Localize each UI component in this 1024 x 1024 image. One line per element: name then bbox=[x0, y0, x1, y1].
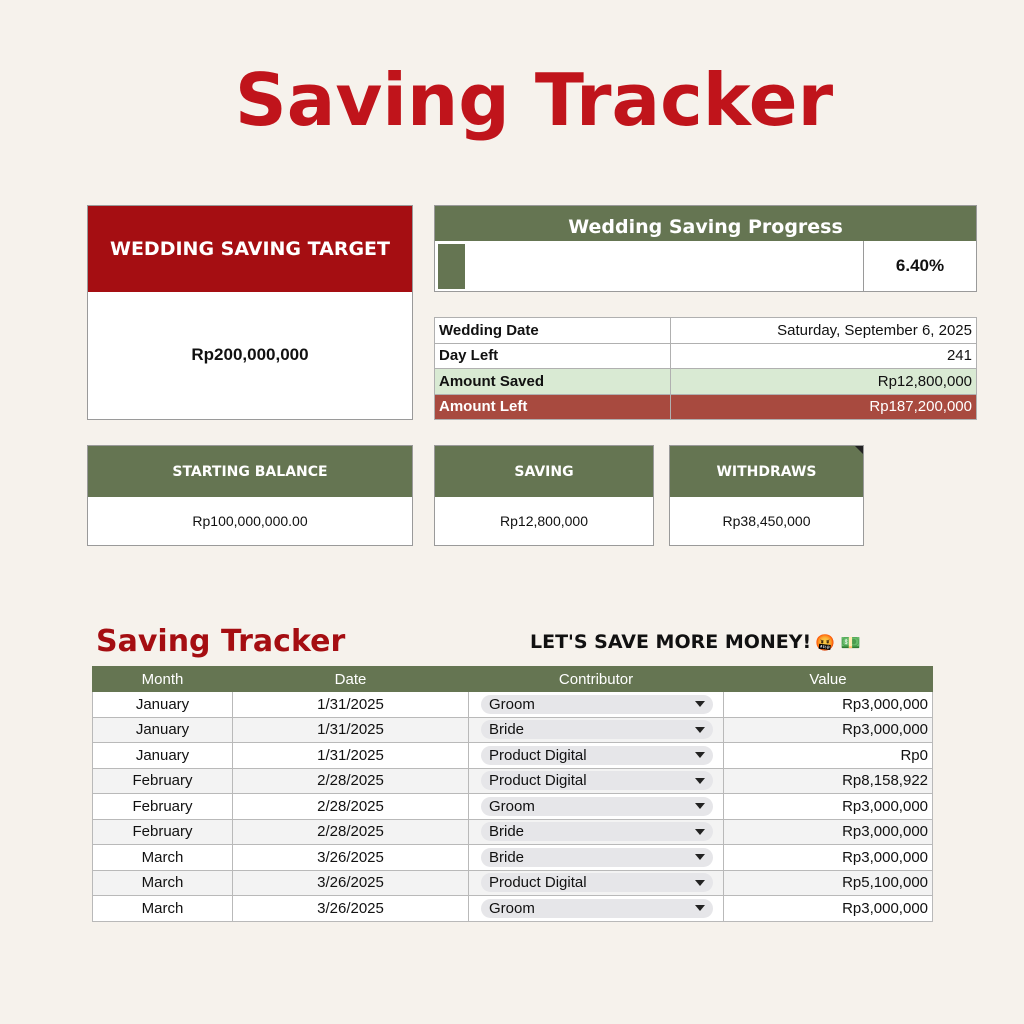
amount-saved-value[interactable]: Rp12,800,000 bbox=[671, 369, 977, 395]
month-cell[interactable]: March bbox=[93, 870, 233, 896]
table-row bbox=[93, 768, 933, 794]
withdraws-label: WITHDRAWS bbox=[670, 446, 863, 497]
table-row bbox=[93, 692, 933, 718]
contributor-value: Product Digital bbox=[489, 772, 587, 790]
contributor-dropdown[interactable] bbox=[481, 848, 713, 867]
saving-progress-card bbox=[434, 205, 977, 292]
info-row-day-left bbox=[435, 343, 977, 369]
value-cell[interactable]: Rp0 bbox=[724, 743, 933, 769]
wedding-target-card bbox=[87, 205, 413, 420]
wedding-date-value[interactable]: Saturday, September 6, 2025 bbox=[671, 318, 977, 344]
contributor-dropdown[interactable] bbox=[481, 873, 713, 892]
contributor-header: Contributor bbox=[469, 667, 724, 692]
contributor-cell[interactable] bbox=[469, 692, 724, 718]
value-cell[interactable]: Rp8,158,922 bbox=[724, 768, 933, 794]
dropdown-arrow-icon[interactable] bbox=[695, 803, 705, 809]
month-cell[interactable]: January bbox=[93, 717, 233, 743]
amount-left-label: Amount Left bbox=[435, 394, 671, 420]
saving-tracker-table bbox=[92, 666, 933, 922]
value-cell[interactable]: Rp3,000,000 bbox=[724, 845, 933, 871]
contributor-cell[interactable] bbox=[469, 870, 724, 896]
contributor-dropdown[interactable] bbox=[481, 822, 713, 841]
note-corner-icon[interactable] bbox=[855, 446, 863, 454]
value-cell[interactable]: Rp3,000,000 bbox=[724, 692, 933, 718]
contributor-value: Product Digital bbox=[489, 874, 587, 892]
starting-balance-label: STARTING BALANCE bbox=[88, 446, 412, 497]
contributor-dropdown[interactable] bbox=[481, 797, 713, 816]
contributor-cell[interactable] bbox=[469, 794, 724, 820]
month-cell[interactable]: February bbox=[93, 794, 233, 820]
month-cell[interactable]: February bbox=[93, 819, 233, 845]
saving-value[interactable]: Rp12,800,000 bbox=[500, 513, 588, 529]
date-cell[interactable]: 1/31/2025 bbox=[233, 692, 469, 718]
table-header-row bbox=[93, 667, 933, 692]
date-cell[interactable]: 3/26/2025 bbox=[233, 870, 469, 896]
info-row-date bbox=[435, 318, 977, 344]
table-row bbox=[93, 717, 933, 743]
value-cell[interactable]: Rp3,000,000 bbox=[724, 896, 933, 922]
contributor-value: Groom bbox=[489, 797, 535, 815]
dropdown-arrow-icon[interactable] bbox=[695, 752, 705, 758]
tagline bbox=[530, 631, 861, 653]
dropdown-arrow-icon[interactable] bbox=[695, 778, 705, 784]
month-cell[interactable]: January bbox=[93, 743, 233, 769]
date-cell[interactable]: 2/28/2025 bbox=[233, 794, 469, 820]
dropdown-arrow-icon[interactable] bbox=[695, 829, 705, 835]
table-row bbox=[93, 819, 933, 845]
contributor-value: Groom bbox=[489, 695, 535, 713]
date-header: Date bbox=[233, 667, 469, 692]
value-cell[interactable]: Rp3,000,000 bbox=[724, 819, 933, 845]
withdraws-card bbox=[669, 445, 864, 546]
month-cell[interactable]: March bbox=[93, 896, 233, 922]
dropdown-arrow-icon[interactable] bbox=[695, 854, 705, 860]
target-value[interactable]: Rp200,000,000 bbox=[191, 344, 309, 364]
saving-card bbox=[434, 445, 654, 546]
day-left-value[interactable]: 241 bbox=[671, 343, 977, 369]
starting-balance-value[interactable]: Rp100,000,000.00 bbox=[192, 513, 308, 529]
value-cell[interactable]: Rp5,100,000 bbox=[724, 870, 933, 896]
contributor-dropdown[interactable] bbox=[481, 746, 713, 765]
withdraws-value[interactable]: Rp38,450,000 bbox=[722, 513, 811, 529]
contributor-value: Groom bbox=[489, 899, 535, 917]
progress-bar-fill bbox=[438, 244, 465, 289]
progress-bar bbox=[435, 241, 864, 291]
info-row-saved bbox=[435, 369, 977, 395]
contributor-value: Bride bbox=[489, 823, 525, 841]
table-row bbox=[93, 845, 933, 871]
day-left-label: Day Left bbox=[435, 343, 671, 369]
dropdown-arrow-icon[interactable] bbox=[695, 701, 705, 707]
contributor-value: Bride bbox=[489, 721, 525, 739]
contributor-cell[interactable] bbox=[469, 845, 724, 871]
month-header: Month bbox=[93, 667, 233, 692]
month-cell[interactable]: March bbox=[93, 845, 233, 871]
dropdown-arrow-icon[interactable] bbox=[695, 880, 705, 886]
tagline-emoji: 🤬 💵 bbox=[815, 633, 861, 652]
page-title: Saving Tracker bbox=[234, 58, 834, 142]
table-row bbox=[93, 743, 933, 769]
contributor-dropdown[interactable] bbox=[481, 771, 713, 790]
dropdown-arrow-icon[interactable] bbox=[695, 905, 705, 911]
tracker-title: Saving Tracker bbox=[96, 624, 346, 659]
value-header: Value bbox=[724, 667, 933, 692]
date-cell[interactable]: 1/31/2025 bbox=[233, 717, 469, 743]
wedding-date-label: Wedding Date bbox=[435, 318, 671, 344]
wedding-info-table bbox=[434, 317, 977, 420]
target-label: WEDDING SAVING TARGET bbox=[88, 206, 412, 292]
contributor-value: Product Digital bbox=[489, 746, 587, 764]
starting-balance-card bbox=[87, 445, 413, 546]
tagline-text: LET'S SAVE MORE MONEY! bbox=[530, 631, 812, 653]
contributor-cell[interactable] bbox=[469, 717, 724, 743]
month-cell[interactable]: January bbox=[93, 692, 233, 718]
contributor-cell[interactable] bbox=[469, 743, 724, 769]
date-cell[interactable]: 3/26/2025 bbox=[233, 896, 469, 922]
contributor-value: Bride bbox=[489, 848, 525, 866]
dropdown-arrow-icon[interactable] bbox=[695, 727, 705, 733]
date-cell[interactable]: 1/31/2025 bbox=[233, 743, 469, 769]
amount-left-value[interactable]: Rp187,200,000 bbox=[671, 394, 977, 420]
progress-label: Wedding Saving Progress bbox=[435, 206, 976, 241]
table-row bbox=[93, 870, 933, 896]
date-cell[interactable]: 3/26/2025 bbox=[233, 845, 469, 871]
contributor-cell[interactable] bbox=[469, 819, 724, 845]
date-cell[interactable]: 2/28/2025 bbox=[233, 819, 469, 845]
contributor-dropdown[interactable] bbox=[481, 695, 713, 714]
date-cell[interactable]: 2/28/2025 bbox=[233, 768, 469, 794]
contributor-dropdown[interactable] bbox=[481, 720, 713, 739]
progress-percent: 6.40% bbox=[895, 256, 945, 275]
amount-saved-label: Amount Saved bbox=[435, 369, 671, 395]
value-cell[interactable]: Rp3,000,000 bbox=[724, 794, 933, 820]
contributor-cell[interactable] bbox=[469, 896, 724, 922]
contributor-cell[interactable] bbox=[469, 768, 724, 794]
table-row bbox=[93, 896, 933, 922]
month-cell[interactable]: February bbox=[93, 768, 233, 794]
table-row bbox=[93, 794, 933, 820]
value-cell[interactable]: Rp3,000,000 bbox=[724, 717, 933, 743]
contributor-dropdown[interactable] bbox=[481, 899, 713, 918]
info-row-left bbox=[435, 394, 977, 420]
saving-label: SAVING bbox=[435, 446, 653, 497]
